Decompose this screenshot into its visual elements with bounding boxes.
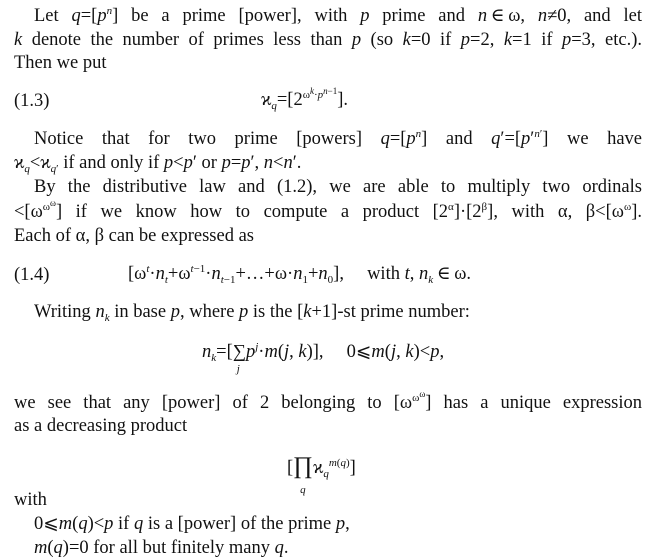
text-line: Writing $n_k$ in base p, where p is the [k+1]-st prime number: (34, 302, 470, 324)
text-line: we see that any [power] of 2 belonging to $[\omega^{\omega^\omega}]$ has a unique expression (14, 389, 642, 413)
text-line: By the distributive law and (1.2), we are able to multiply two ordinals (34, 177, 642, 197)
text-line: $ϰ_q<ϰ_{q'}$ if and only if p<p′ or p=p′, n<n′. (14, 153, 302, 175)
equation-body: $n_k=[\sum$ j $p^j\cdot m(j$, k)], 0⩽m(j, k)<p, (202, 341, 445, 375)
equation-number: (1.3) (14, 91, 50, 111)
equation-body: $[\omega^t\cdot n_t+\omega^{t-1}\cdot n_{t-1}+\dots+\omega\cdot n_1+n_0]$, with t, $n_k$ ∈ ω. (128, 263, 472, 286)
text-line: Let $q=[p^n]$ be a prime [power], with p prime and n ∈ ω, n≠0, and let (34, 5, 643, 26)
text-line: m(q)=0 for all but finitely many q. (34, 538, 289, 558)
text-line: Then we put (14, 53, 107, 73)
text-line: Notice that for two prime [powers] $q=[p^n]$ and $q'=[p'^{n'}]$ we have (34, 128, 642, 149)
text-line: Each of α, β can be expressed as (14, 226, 254, 246)
text-line: 0⩽m(q)<p if q is a [power] of the prime p, (34, 514, 350, 534)
equation-body: [∏ q $ϰ_q^{m(q)}$] (287, 453, 356, 496)
equation-body: $ϰ_q=[2^{\omega^k\cdot p^{n-1}}]$. (261, 86, 349, 112)
text-line: with (14, 490, 47, 510)
text-line: $<[\omega^{\omega^\omega}]$ if we know how to compute a product $[2^\alpha]\cdot[2^\beta]$, with α, $\beta<[\omega^\omega]$. (14, 198, 642, 222)
equation-number: (1.4) (14, 265, 50, 285)
text-line: as a decreasing product (14, 416, 188, 436)
text-line: k denote the number of primes less than p (so k=0 if p=2, k=1 if p=3, etc.). (14, 30, 642, 50)
